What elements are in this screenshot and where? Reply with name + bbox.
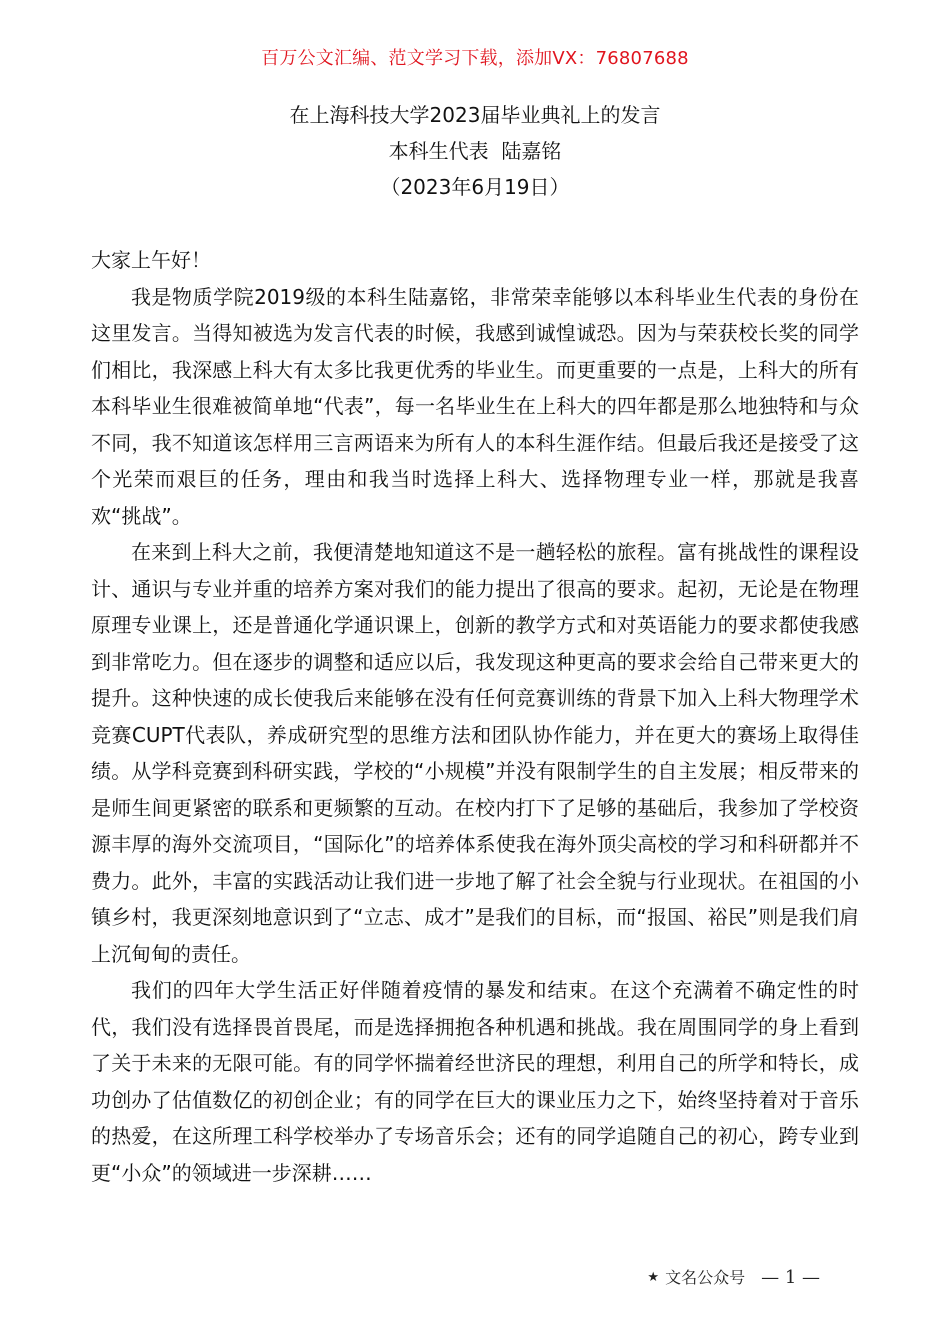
speech-title: 在上海科技大学2023届毕业典礼上的发言 <box>289 103 661 127</box>
page-footer <box>647 1266 820 1290</box>
greeting: 大家上午好！ <box>91 248 211 272</box>
speaker-line: 本科生代表 陆嘉铭 <box>388 139 562 163</box>
page-number: — 1 — <box>761 1267 820 1288</box>
title-block <box>0 97 950 205</box>
speech-date: （2023年6月19日） <box>380 175 570 199</box>
footer-label: 文名公众号 <box>665 1268 746 1287</box>
speech-body <box>91 242 859 1191</box>
paragraph-2: 在来到上科大之前，我便清楚地知道这不是一趟轻松的旅程。富有挑战性的课程设计、通识与专业并重的培养方案对我们的能力提出了很高的要求。起初，无论是在物理原理专业课上，还是普通化学通识课上，创新的教学方式和对英语能力的要求都使我感到非常吃力。但在逐步的调整和适应以后，我发现这种更高的要求会给自己带来更大的提升。这种快速的成长使我后来能够在没有任何竞赛训练的背景下加入上科大物理学术竞赛CUPT代表队，养成研究型的思维方法和团队协作能力，并在更大的赛场上取得佳绩。从学科竞赛到科研实践，学校的“小规模”并没有限制学生的自主发展；相反带来的是师生间更紧密的联系和更频繁的互动。在校内打下了足够的基础后，我参加了学校资源丰厚的海外交流项目，“国际化”的培养体系使我在海外顶尖高校的学习和科研都并不费力。此外，丰富的实践活动让我们进一步地了解了社会全貌与行业现状。在祖国的小镇乡村，我更深刻地意识到了“立志、成才”是我们的目标，而“报国、裕民”则是我们肩上沉甸甸的责任。 <box>91 540 859 966</box>
star-icon: ★ <box>647 1270 660 1285</box>
paragraph-1: 我是物质学院2019级的本科生陆嘉铭，非常荣幸能够以本科毕业生代表的身份在这里发言。当得知被选为发言代表的时候，我感到诚惶诚恐。因为与荣获校长奖的同学们相比，我深感上科大有太多比我更优秀的毕业生。而更重要的一点是，上科大的所有本科毕业生很难被简单地“代表”，每一名毕业生在上科大的四年都是那么地独特和与众不同，我不知道该怎样用三言两语来为所有人的本科生涯作结。但最后我还是接受了这个光荣而艰巨的任务，理由和我当时选择上科大、选择物理专业一样，那就是我喜欢“挑战”。 <box>91 284 859 528</box>
header-banner: 百万公文汇编、范文学习下载，添加VX：76807688 <box>261 48 689 69</box>
paragraph-3: 我们的四年大学生活正好伴随着疫情的暴发和结束。在这个充满着不确定性的时代，我们没有选择畏首畏尾，而是选择拥抱各种机遇和挑战。我在周围同学的身上看到了关于未来的无限可能。有的同学怀揣着经世济民的理想，利用自己的所学和特长，成功创办了估值数亿的初创企业；有的同学在巨大的课业压力之下，始终坚持着对于音乐的热爱，在这所理工科学校举办了专场音乐会；还有的同学追随自己的初心，跨专业到更“小众”的领域进一步深耕…… <box>91 978 859 1185</box>
